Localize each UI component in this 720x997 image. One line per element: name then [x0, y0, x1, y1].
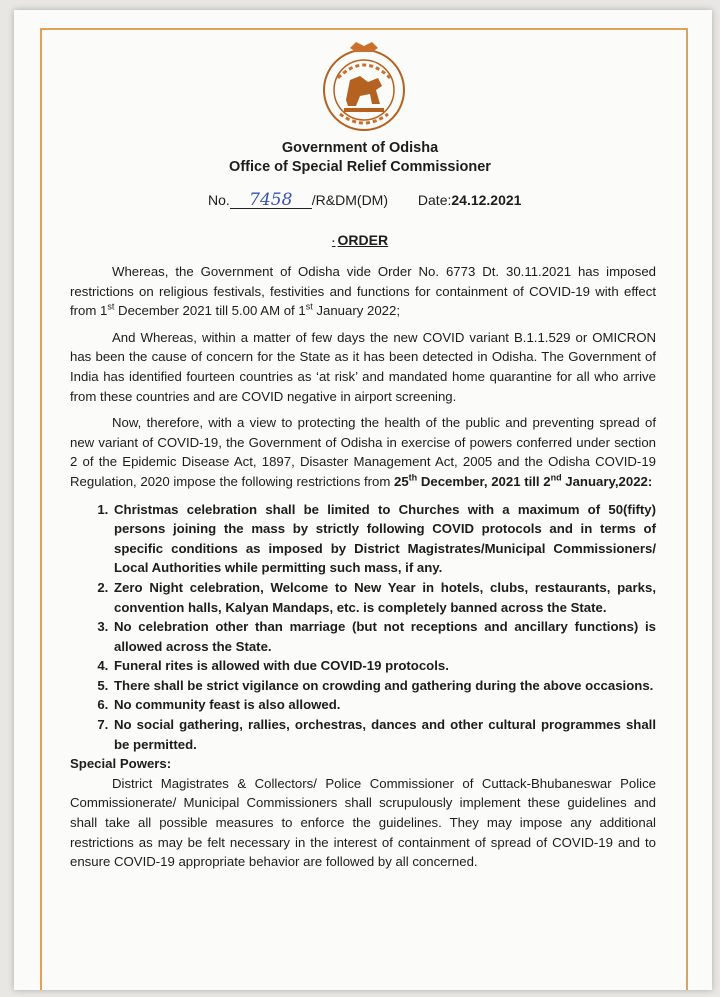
order-number: 7458 — [230, 192, 312, 209]
office-title: Office of Special Relief Commissioner — [229, 159, 491, 175]
restriction-item: 7. No social gathering, rallies, orchestras, dances and other cultural programmes shall be permitted. — [112, 715, 656, 754]
paragraph-now-therefore: Now, therefore, with a view to protecting the health of the public and preventing spread of new variant of COVID-19, the Government of Odisha in exercise of powers conferred under section 2 of the Epidemic Disease Act, 1897, Disaster Management Act, 2005 and the Odisha COVID-19 Regulation, 2020 impose the following restrictions from 25th December, 2021 till 2nd January,2022: — [70, 415, 656, 489]
order-body — [70, 262, 656, 872]
paragraph-and-whereas: And Whereas, within a matter of few days the new COVID variant B.1.1.529 or OMICRON has been the cause of concern for the State as it has been detected in Odisha. The Government of India has identified fourteen countries as ‘at risk’ and mandated home quarantine for all who arrive from these countries and are COVID negative in airport screening. — [70, 329, 656, 404]
restrictions-list — [70, 500, 656, 755]
special-powers-text: District Magistrates & Collectors/ Police Commissioner of Cuttack-Bhubaneswar Police Commissionerate/ Municipal Commissioners shall scrupulously implement these guidelines and shall take all possible measures to enforce the guidelines. They may impose any additional restrictions as may be felt necessary in the interest of containment of spread of COVID-19 and to ensure COVID-19 appropriate behavior are followed by all concerned. — [70, 775, 656, 870]
government-title: Government of Odisha — [281, 140, 439, 156]
restriction-item: 4. Funeral rites is allowed with due COVID-19 protocols. — [112, 656, 656, 676]
restriction-item: 6. No community feast is also allowed. — [112, 695, 656, 715]
department-code: /R&DM(DM) — [311, 192, 389, 208]
paragraph-whereas: Whereas, the Government of Odisha vide Order No. 6773 Dt. 30.11.2021 has imposed restrictions on religious festivals, festivities and functions for containment of COVID-19 with effect from 1st December 2021 till 5.00 AM of 1st January 2022; — [70, 264, 656, 319]
no-label: No. — [208, 192, 230, 208]
restriction-item: 2. Zero Night celebration, Welcome to New Year in hotels, clubs, restaurants, parks, convention halls, Kalyan Mandaps, etc. is completely banned across the State. — [112, 578, 656, 617]
restriction-item: 5. There shall be strict vigilance on crowding and gathering during the above occasions. — [112, 676, 656, 696]
reference-line — [208, 192, 521, 209]
special-powers-heading: Special Powers: — [70, 756, 172, 772]
order-heading: · ORDER — [331, 232, 389, 248]
restriction-item: 1. Christmas celebration shall be limited to Churches with a maximum of 50(fifty) persons joining the mass by strictly following COVID protocols and in terms of specific conditions as imposed by District Magistrates/Municipal Commissioners/ Local Authorities while permitting such mass, if any. — [112, 500, 656, 578]
restriction-item: 3. No celebration other than marriage (but not receptions and ancillary functions) is allowed across the State. — [112, 617, 656, 656]
order-date: Date:24.12.2021 — [417, 192, 522, 208]
odisha-state-emblem-icon — [316, 38, 412, 134]
